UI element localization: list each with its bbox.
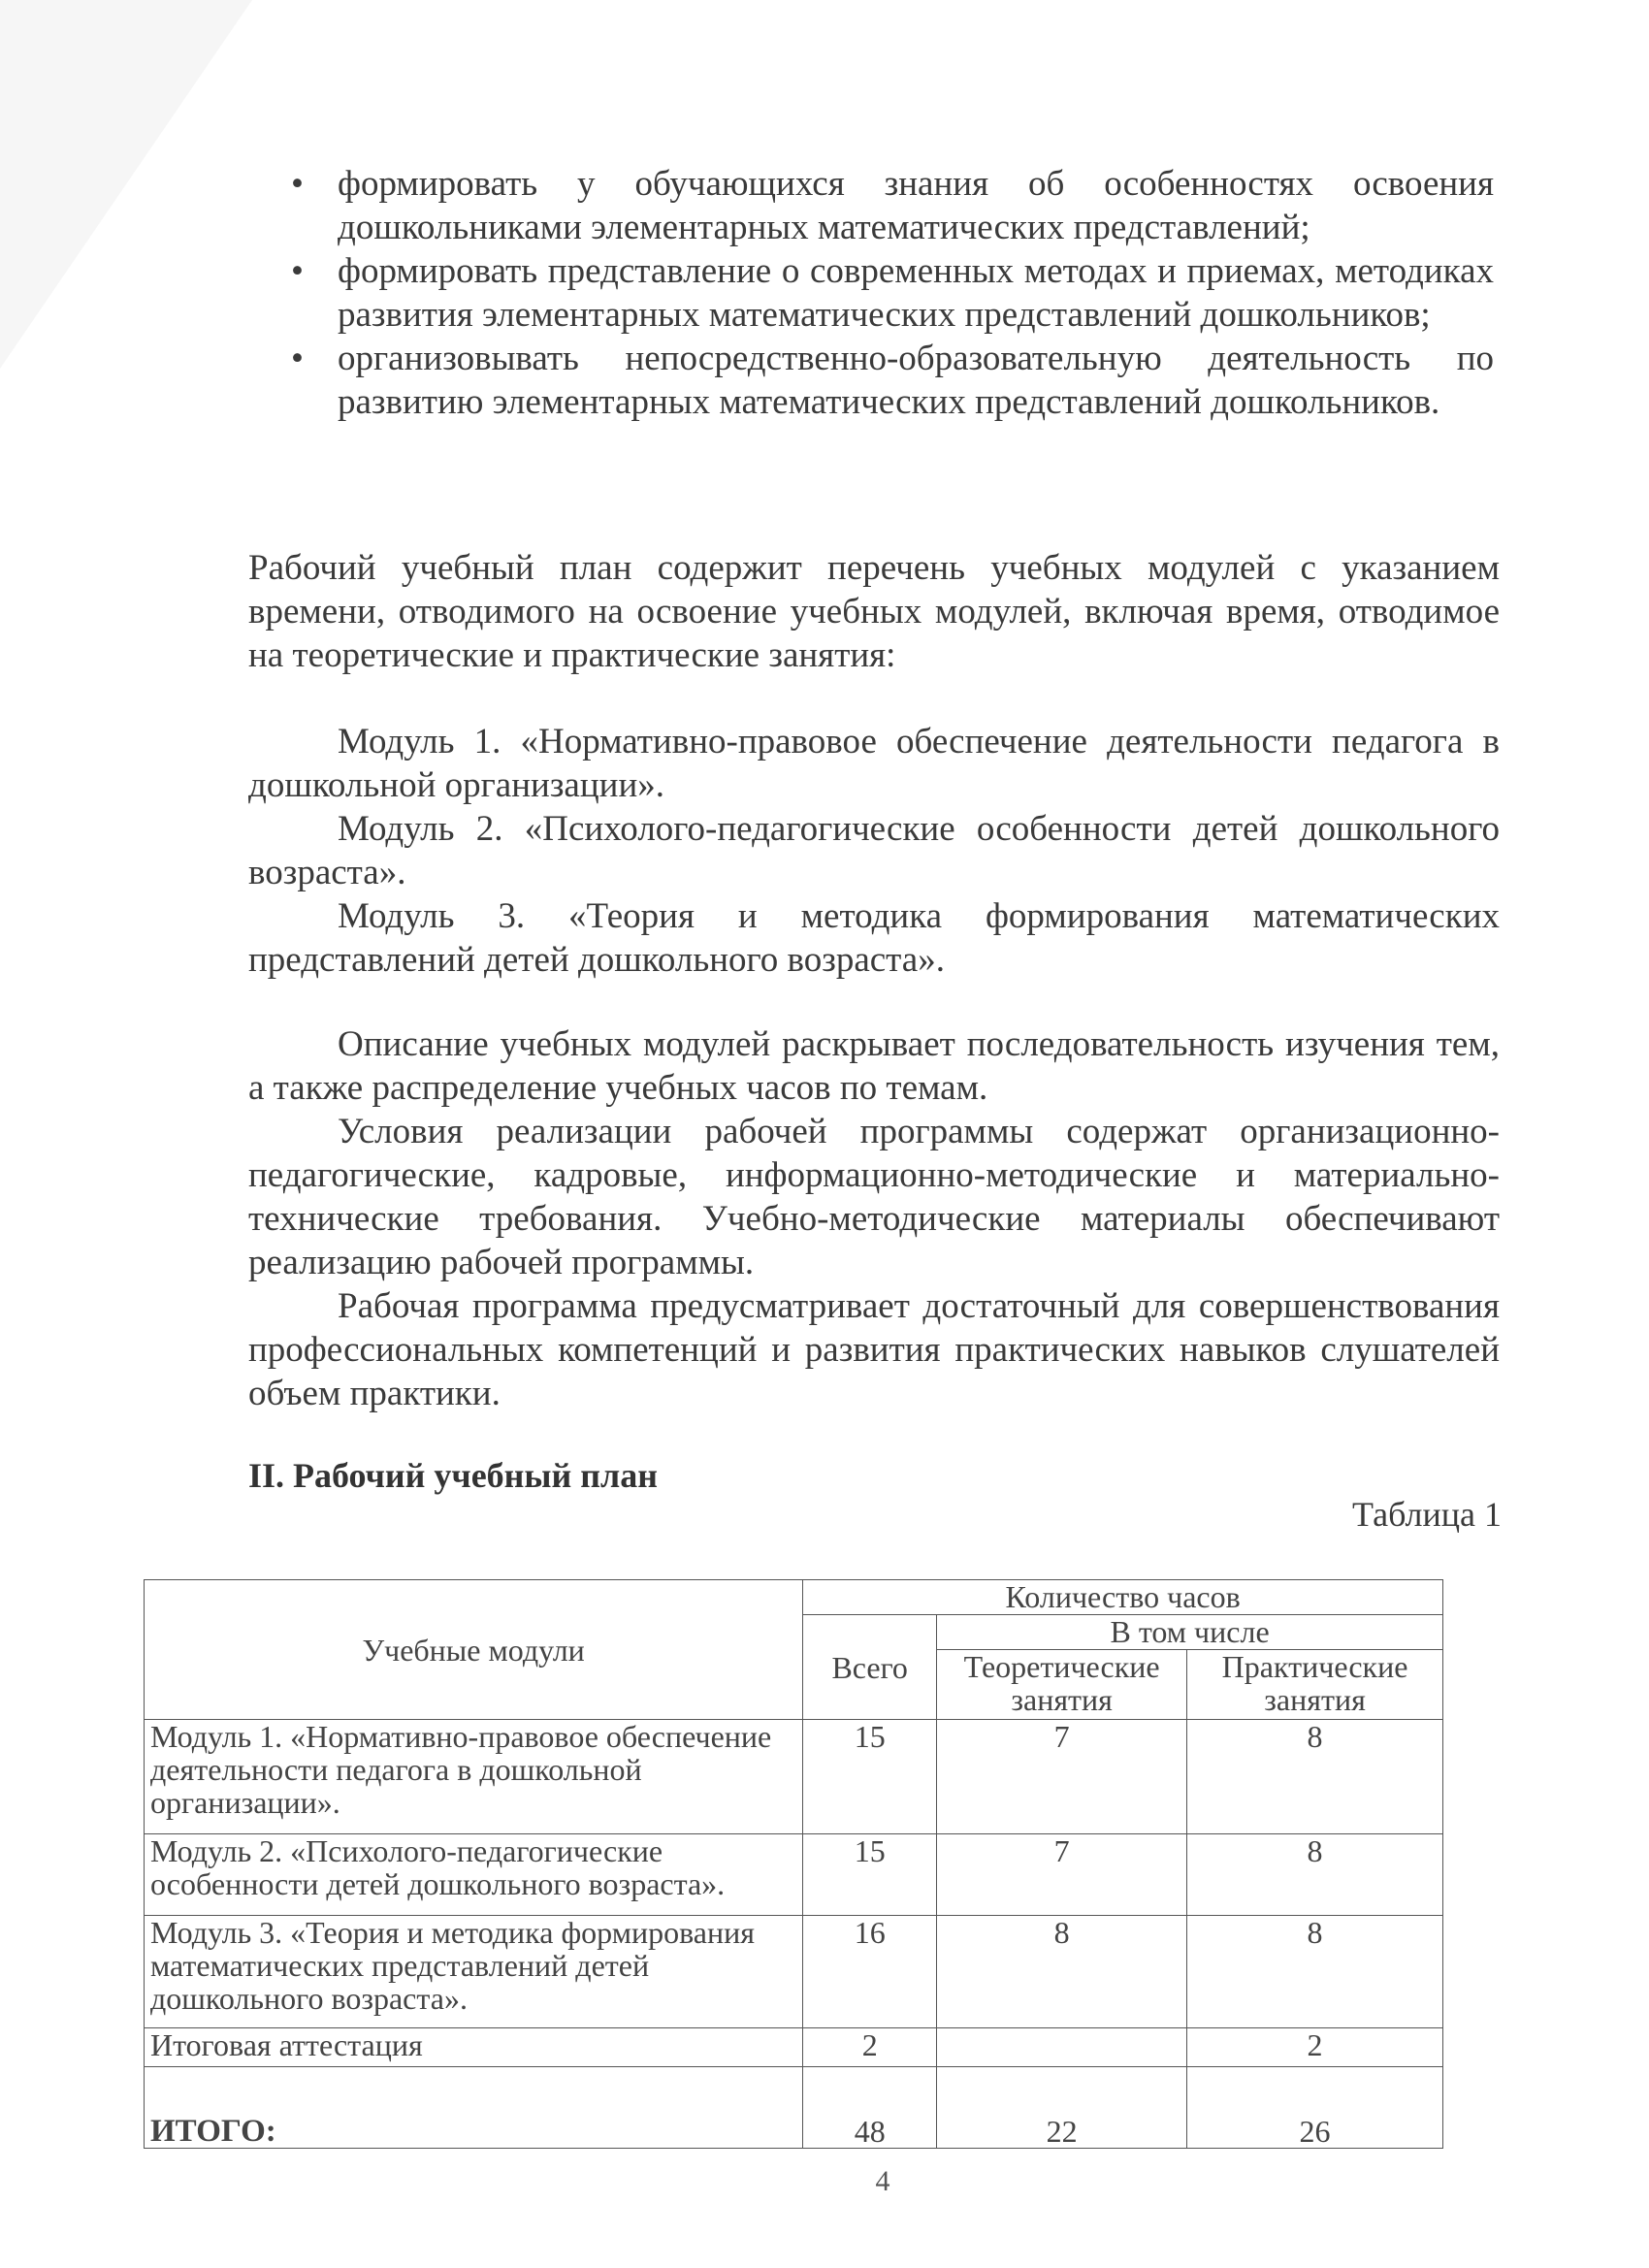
total-hours-cell: 16	[803, 1916, 937, 2028]
practice-paragraph: Рабочая программа предусматривает достаточный для совершенствования профессиональных компетенций и развития практических навыков слушателей объем практики.	[248, 1286, 1500, 1413]
table-total-row	[145, 2067, 1443, 2149]
total-hours-cell: 2	[803, 2028, 937, 2067]
goal-item: • формировать у обучающихся знания об особенностях освоения дошкольниками элементарных математических представлений;	[291, 164, 1494, 247]
header-theory: Теоретические занятия	[937, 1650, 1187, 1720]
table-row	[145, 1916, 1443, 2028]
goal-item: • организовывать непосредственно-образовательную деятельность по развитию элементарных математических представлений дошкольников.	[291, 339, 1494, 422]
section-heading: II. Рабочий учебный план	[248, 1456, 658, 1495]
header-practice: Практические занятия	[1187, 1650, 1443, 1720]
goals-list	[281, 162, 1494, 424]
practice-hours-cell: 26	[1187, 2067, 1443, 2149]
module-name-cell: Итоговая аттестация	[145, 2028, 803, 2067]
goal-item: • формировать представление о современных методах и приемах, методиках развития элементарных математических представлений дошкольников;	[291, 251, 1494, 335]
module-2-line: Модуль 2. «Психолого-педагогические особенности детей дошкольного возраста».	[248, 809, 1500, 892]
practice-hours-cell: 8	[1187, 1720, 1443, 1834]
intro-paragraph: Рабочий учебный план содержит перечень учебных модулей с указанием времени, отводимого на освоение учебных модулей, включая время, отводимое на теоретические и практические занятия:	[248, 548, 1500, 675]
table-row	[145, 1834, 1443, 1916]
description-paragraph: Описание учебных модулей раскрывает последовательность изучения тем, а также распределение учебных часов по темам.	[248, 1024, 1500, 1108]
practice-hours-cell: 8	[1187, 1916, 1443, 2028]
practice-hours-cell: 2	[1187, 2028, 1443, 2067]
module-name-cell: Модуль 3. «Теория и методика формирования математических представлений детей дошкольного возраста».	[145, 1916, 803, 2028]
table-caption: Таблица 1	[1352, 1495, 1502, 1534]
practice-hours-cell: 8	[1187, 1834, 1443, 1916]
header-including: В том числе	[937, 1615, 1443, 1650]
theory-hours-cell: 22	[937, 2067, 1187, 2149]
total-hours-cell: 15	[803, 1834, 937, 1916]
theory-hours-cell	[937, 2028, 1187, 2067]
theory-hours-cell: 7	[937, 1720, 1187, 1834]
theory-hours-cell: 7	[937, 1834, 1187, 1916]
module-name-cell: Модуль 2. «Психолого-педагогические особенности детей дошкольного возраста».	[145, 1834, 803, 1916]
header-hours: Количество часов	[803, 1580, 1443, 1615]
total-label-cell: ИТОГО:	[145, 2067, 803, 2149]
module-1-line: Модуль 1. «Нормативно-правовое обеспечение деятельности педагога в дошкольной организации».	[248, 722, 1500, 805]
header-total: Всего	[803, 1615, 937, 1720]
table-header-row	[145, 1580, 1443, 1615]
page-fold-shadow	[0, 0, 252, 369]
curriculum-table	[144, 1579, 1443, 2149]
total-hours-cell: 15	[803, 1720, 937, 1834]
bullet-icon: •	[291, 164, 304, 204]
conditions-paragraph: Условия реализации рабочей программы содержат организационно-педагогические, кадровые, информационно-методические и материально-технические требования. Учебно-методические материалы обеспечивают реализацию рабочей программы.	[248, 1112, 1500, 1282]
table-row	[145, 2028, 1443, 2067]
page-number: 4	[875, 2165, 890, 2197]
table-row	[145, 1720, 1443, 1834]
theory-hours-cell: 8	[937, 1916, 1187, 2028]
header-modules: Учебные модули	[145, 1580, 803, 1720]
module-3-line: Модуль 3. «Теория и методика формирования математических представлений детей дошкольного возраста».	[248, 896, 1500, 980]
bullet-icon: •	[291, 339, 304, 378]
total-hours-cell: 48	[803, 2067, 937, 2149]
bullet-icon: •	[291, 251, 304, 291]
module-name-cell: Модуль 1. «Нормативно-правовое обеспечение деятельности педагога в дошкольной организации».	[145, 1720, 803, 1834]
